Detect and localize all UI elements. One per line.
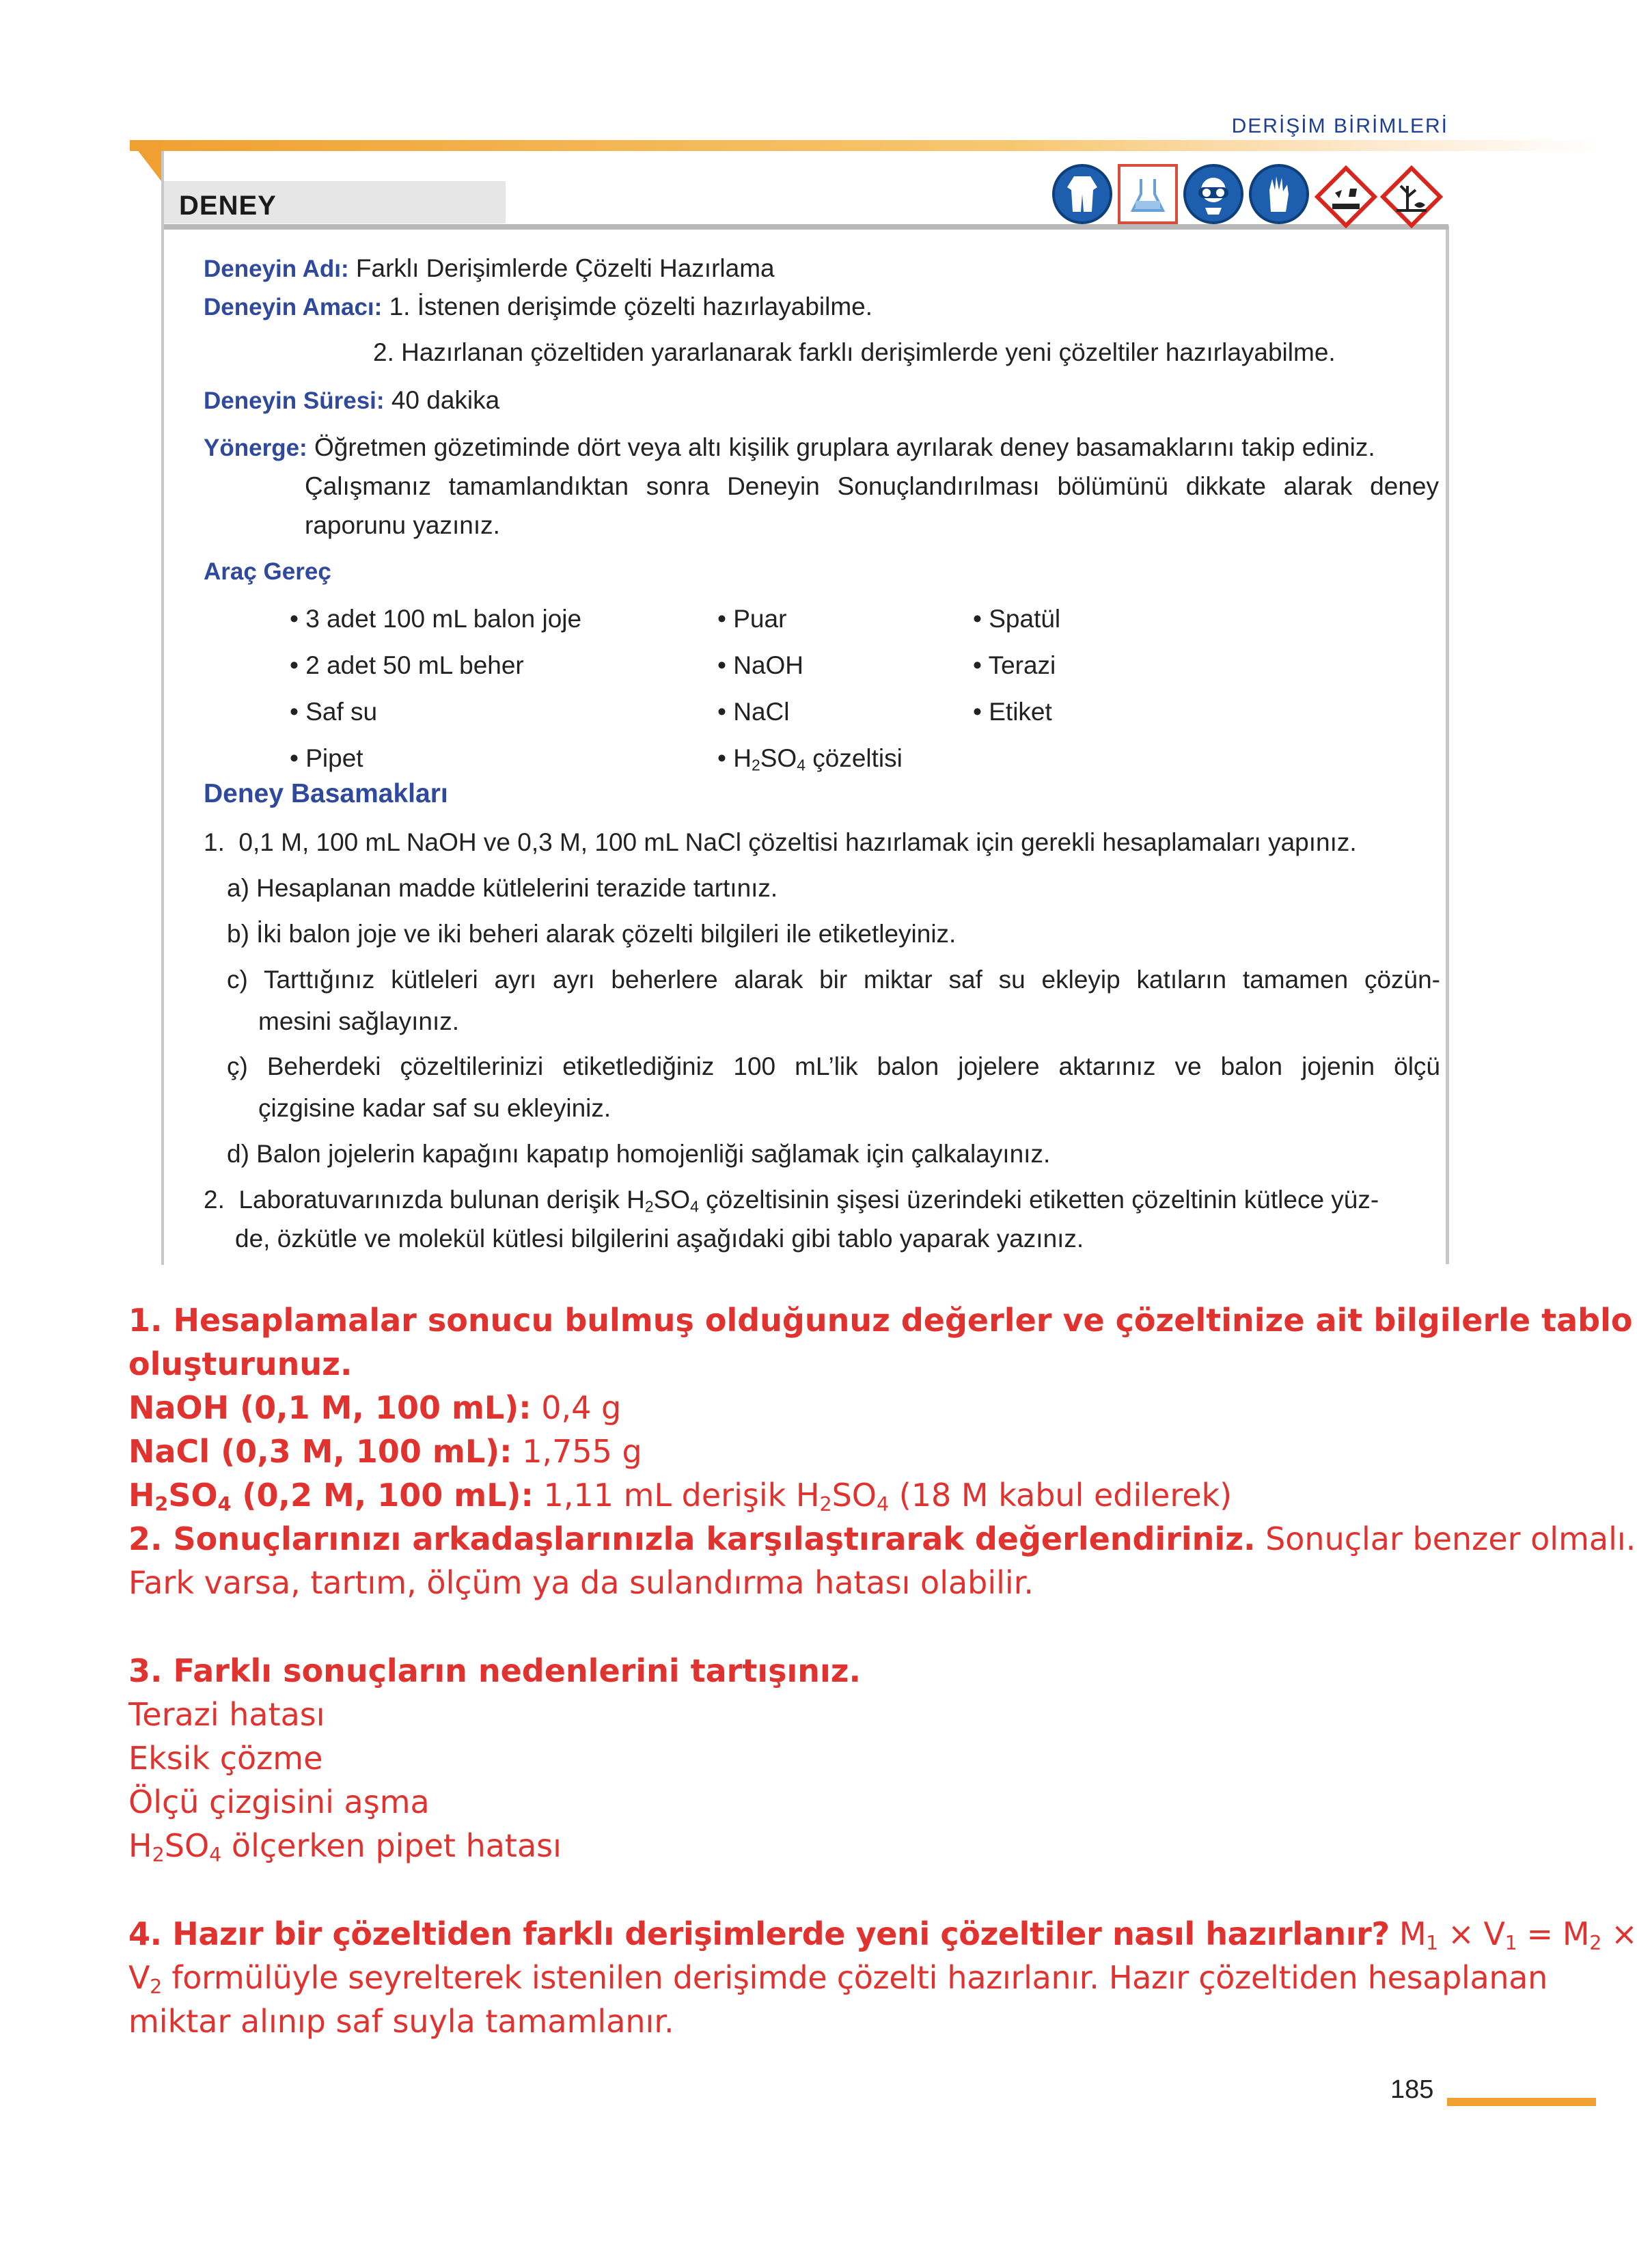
step-1c: c) Tarttığınız kütleleri ayrı ayrı beherlere alarak bir miktar saf su ekleyip katıların tamamen çözün- — [227, 966, 1440, 994]
box-right-border — [1446, 226, 1449, 1264]
experiment-aim-row — [204, 292, 872, 321]
step-1cc-cont: çizgisine kadar saf su ekleyiniz. — [258, 1094, 611, 1122]
material-item: • NaCl — [717, 698, 790, 726]
step-1c-cont: mesini sağlayınız. — [258, 1007, 460, 1035]
answer-q3-item: Ölçü çizgisini aşma — [128, 1784, 430, 1820]
step-2-cont: de, özkütle ve molekül kütlesi bilgilerini aşağıdaki gibi tablo yaparak yazınız. — [235, 1225, 1084, 1253]
material-item: • 3 adet 100 mL balon joje — [290, 605, 582, 633]
answer-q4: 4. Hazır bir çözeltiden farklı derişimlerde yeni çözeltiler nasıl hazırlanır? $M_1 \times V_1 = M_2$ × — [128, 1915, 1637, 1955]
step-1d: d) Balon jojelerin kapağını kapatıp homojenliği sağlamak için çalkalayınız. — [227, 1140, 1051, 1168]
experiment-name-row — [204, 254, 775, 283]
step-1cc: ç) Beherdeki çözeltilerinizi etiketlediğiniz 100 mL’lik balon jojelere aktarınız ve balon jojenin ölçü — [227, 1052, 1440, 1080]
environmental-hazard-icon — [1380, 165, 1440, 226]
experiment-duration: 40 dakika — [391, 386, 500, 414]
answer-q4-cont: miktar alınıp saf suyla tamamlanır. — [128, 2003, 674, 2040]
answer-q2-cont: Fark varsa, tartım, ölçüm ya da sulandırma hatası olabilir. — [128, 1564, 1034, 1601]
lab-coat-icon — [1052, 164, 1112, 224]
experiment-aim-2: 2. Hazırlanan çözeltiden yararlanarak farklı derişimlerde yeni çözeltiler hazırlayabilme. — [373, 338, 1336, 366]
step-2: 2. Laboratuvarınızda bulunan derişik $H_2SO_4$ çözeltisinin şişesi üzerindeki etiketten çözeltinin kütlece yüz- — [204, 1186, 1379, 1216]
box-top-border — [164, 224, 1448, 230]
answer-h2so4: $H_2SO_4$ (0,2 M, 100 mL): 1,11 mL derişik $H_2SO_4$ (18 M kabul edilerek) — [128, 1477, 1233, 1516]
answer-q1-cont: oluşturunuz. — [128, 1345, 353, 1382]
answer-q2: 2. Sonuçlarınızı arkadaşlarınızla karşılaştırarak değerlendiriniz. Sonuçlar benzer olmalı. — [128, 1520, 1636, 1557]
section-label: DENEY — [164, 181, 506, 223]
footer-bar — [1447, 2098, 1596, 2106]
experiment-name-label: Deneyin Adı: — [204, 256, 349, 282]
glassware-icon — [1118, 164, 1178, 224]
material-item: • 2 adet 50 mL beher — [290, 651, 524, 679]
step-1b: b) İki balon joje ve iki beheri alarak çözelti bilgileri ile etiketleyiniz. — [227, 920, 957, 948]
material-item: • Puar — [717, 605, 787, 633]
instruction-label: Yönerge: — [204, 435, 307, 461]
header-corner — [130, 140, 161, 181]
experiment-duration-row — [204, 386, 499, 415]
material-item: • Pipet — [290, 744, 363, 772]
experiment-aim-1: 1. İstenen derişimde çözelti hazırlayabilme. — [389, 292, 873, 320]
material-item: • Terazi — [973, 651, 1056, 679]
steps-title: Deney Basamakları — [204, 779, 448, 808]
corrosive-hazard-icon — [1315, 165, 1375, 226]
answer-q4-cont: $V_2$ formülüyle seyrelterek istenilen derişimde çözelti hazırlanır. Hazır çözeltiden hesaplanan — [128, 1959, 1548, 1999]
experiment-aim-label: Deneyin Amacı: — [204, 294, 383, 320]
instruction-line-1: Öğretmen gözetiminde dört veya altı kişilik gruplara ayrılarak deney basamaklarını takip ediniz. — [314, 433, 1375, 461]
material-item: • $H_2SO_4$ çözeltisi — [717, 744, 903, 774]
page-number: 185 — [1390, 2075, 1434, 2104]
instruction-row — [204, 433, 1375, 462]
answer-q3: 3. Farklı sonuçların nedenlerini tartışınız. — [128, 1652, 862, 1689]
material-item: • NaOH — [717, 651, 804, 679]
experiment-duration-label: Deneyin Süresi: — [204, 387, 385, 414]
material-item: • Spatül — [973, 605, 1061, 633]
instruction-line-3: raporunu yazınız. — [305, 511, 500, 539]
answer-q3-item: $H_2SO_4$ ölçerken pipet hatası — [128, 1827, 562, 1867]
material-item: • Etiket — [973, 698, 1052, 726]
material-item: • Saf su — [290, 698, 378, 726]
goggles-icon — [1183, 164, 1243, 224]
answer-q1: 1. Hesaplamalar sonucu bulmuş olduğunuz değerler ve çözeltinize ait bilgilerle tablo — [128, 1302, 1633, 1339]
experiment-name: Farklı Derişimlerde Çözelti Hazırlama — [355, 254, 775, 282]
answer-naoh: NaOH (0,1 M, 100 mL): 0,4 g — [128, 1389, 622, 1426]
materials-title: Araç Gereç — [204, 558, 331, 585]
answer-q3-item: Terazi hatası — [128, 1696, 325, 1733]
step-1: 1. 0,1 M, 100 mL NaOH ve 0,3 M, 100 mL NaCl çözeltisi hazırlamak için gerekli hesaplamaları yapınız. — [204, 828, 1357, 856]
safety-icons — [1052, 159, 1448, 224]
instruction-line-2: Çalışmanız tamamlandıktan sonra Deneyin Sonuçlandırılması bölümünü dikkate alarak deney — [305, 472, 1439, 500]
answer-nacl: NaCl (0,3 M, 100 mL): 1,755 g — [128, 1433, 642, 1470]
box-left-border — [161, 151, 164, 1265]
header-bar — [130, 140, 1599, 151]
gloves-icon — [1249, 164, 1309, 224]
answer-q3-item: Eksik çözme — [128, 1740, 323, 1777]
step-1a: a) Hesaplanan madde kütlelerini terazide tartınız. — [227, 874, 778, 902]
running-head: DERİŞİM BİRİMLERİ — [1231, 115, 1448, 137]
